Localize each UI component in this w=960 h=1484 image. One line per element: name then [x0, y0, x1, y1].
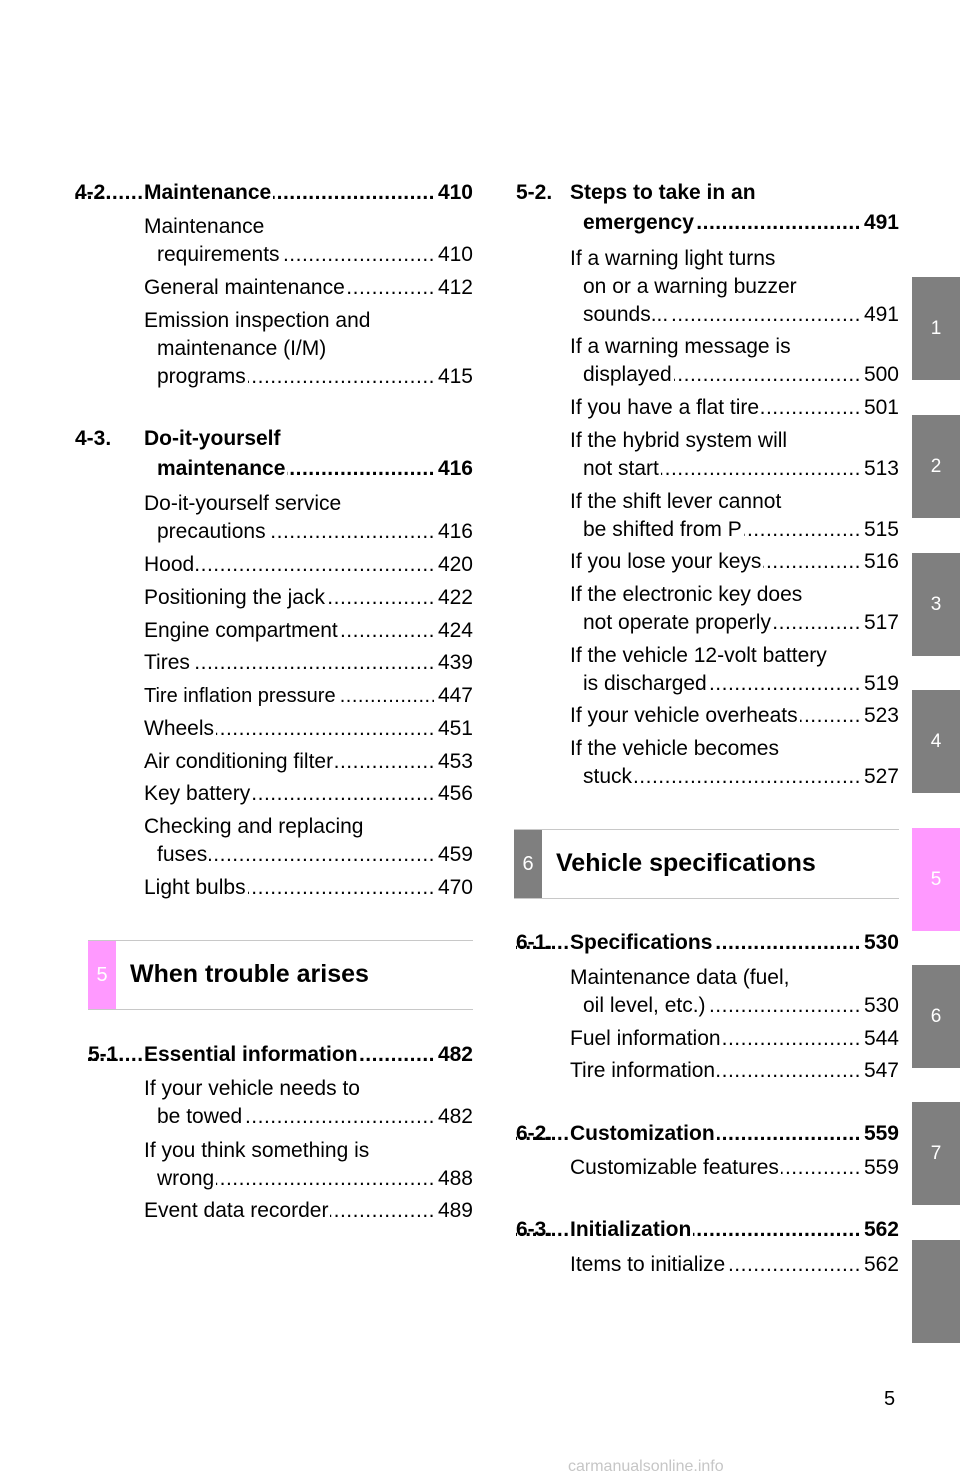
section-title: When trouble arises	[130, 960, 369, 988]
watermark: carmanualsonline.info	[568, 1458, 724, 1475]
toc-entry[interactable]: ..... If you have a flat tire 501	[570, 391, 899, 425]
chapter-tab-1[interactable]: 1	[912, 277, 960, 380]
toc-entry[interactable]: ..... requirements 410	[157, 238, 473, 272]
toc-entry[interactable]: ..... Positioning the jack 422	[144, 581, 473, 615]
toc-entry-line[interactable]: If the hybrid system will	[570, 429, 788, 452]
toc-entry[interactable]: ..... precautions 416	[157, 515, 473, 549]
toc-section-heading[interactable]: ..... maintenance 416	[157, 452, 473, 486]
toc-entry[interactable]: ..... Key battery 456	[144, 777, 473, 811]
toc-entry[interactable]: ..... Tires 439	[144, 646, 473, 680]
toc-entry[interactable]: ..... Hood 420	[144, 548, 473, 582]
chapter-tab-2[interactable]: 2	[912, 415, 960, 518]
toc-entry[interactable]: ..... Items to initialize 562	[570, 1248, 899, 1282]
toc-entry-line[interactable]: Emission inspection and	[144, 309, 371, 332]
toc-entry[interactable]: ..... Light bulbs 470	[144, 871, 473, 905]
toc-entry-line[interactable]: If a warning message is	[570, 335, 791, 358]
toc-entry-line[interactable]: Maintenance data (fuel,	[570, 966, 790, 989]
toc-entry-line[interactable]: If the vehicle 12-volt battery	[570, 644, 827, 667]
section-number-marker: 6	[514, 830, 542, 898]
toc-entry-line[interactable]: on or a warning buzzer	[583, 275, 797, 298]
toc-entry[interactable]: ..... is discharged 519	[583, 667, 899, 701]
toc-entry[interactable]: ..... be towed 482	[157, 1100, 473, 1134]
chapter-tab-8[interactable]	[912, 1240, 960, 1343]
chapter-tab-5-active[interactable]: 5	[912, 828, 960, 931]
toc-section-heading[interactable]: ..... 5-1. Essential information 482	[88, 1038, 473, 1072]
toc-entry-line[interactable]: If the vehicle becomes	[570, 737, 779, 760]
chapter-tab-3[interactable]: 3	[912, 553, 960, 656]
toc-entry[interactable]: ..... General maintenance 412	[144, 271, 473, 305]
toc-entry[interactable]: ..... If your vehicle overheats 523	[570, 699, 899, 733]
toc-entry[interactable]: ..... fuses 459	[157, 838, 473, 872]
toc-section-heading[interactable]: ..... 6-3. Initialization 562	[516, 1213, 899, 1247]
chapter-tab-4[interactable]: 4	[912, 690, 960, 793]
toc-entry-line[interactable]: Checking and replacing	[144, 815, 364, 838]
toc-section-heading[interactable]: ..... 6-1. Specifications 530	[516, 926, 899, 960]
toc-entry-line[interactable]: If you think something is	[144, 1139, 370, 1162]
toc-entry[interactable]: ..... wrong 488	[157, 1162, 473, 1196]
toc-entry[interactable]: ..... Wheels 451	[144, 712, 473, 746]
section-number-marker: 5	[88, 941, 116, 1009]
toc-section-heading[interactable]: ..... 6-2. Customization 559	[516, 1117, 899, 1151]
page-number: 5	[884, 1388, 896, 1410]
toc-entry[interactable]: ..... Customizable features 559	[570, 1151, 899, 1185]
toc-entry-line[interactable]: If your vehicle needs to	[144, 1077, 360, 1100]
toc-entry-line[interactable]: If the electronic key does	[570, 583, 803, 606]
toc-entry[interactable]: ..... displayed 500	[583, 358, 899, 392]
toc-entry[interactable]: ..... not operate properly 517	[583, 606, 899, 640]
section-header-5[interactable]	[88, 940, 473, 1010]
toc-entry[interactable]: ..... Tire information 547	[570, 1054, 899, 1088]
toc-entry[interactable]: ..... Event data recorder 489	[144, 1194, 473, 1228]
toc-entry[interactable]: ..... not start 513	[583, 452, 899, 486]
toc-entry[interactable]: ..... Tire inflation pressure 447	[144, 679, 473, 713]
toc-entry[interactable]: ..... If you lose your keys 516	[570, 545, 899, 579]
toc-entry[interactable]: ..... Air conditioning filter 453	[144, 745, 473, 779]
section-header-6[interactable]	[514, 829, 899, 899]
section-title: Vehicle specifications	[556, 849, 816, 877]
toc-entry-line[interactable]: If the shift lever cannot	[570, 490, 782, 513]
toc-entry[interactable]: ..... stuck 527	[583, 760, 899, 794]
toc-entry[interactable]: ..... sounds... 491	[583, 298, 899, 332]
toc-entry-line[interactable]: Do-it-yourself service	[144, 492, 342, 515]
toc-entry[interactable]: ..... be shifted from P 515	[583, 513, 899, 547]
toc-section-heading-line[interactable]: 5-2. Steps to take in an	[516, 181, 756, 204]
chapter-tab-6[interactable]: 6	[912, 965, 960, 1068]
toc-entry-line[interactable]: Maintenance	[144, 215, 265, 238]
toc-entry[interactable]: ..... Engine compartment 424	[144, 614, 473, 648]
toc-entry[interactable]: ..... oil level, etc.) 530	[583, 989, 899, 1023]
toc-section-heading[interactable]: ..... 4-2. Maintenance 410	[75, 176, 473, 210]
toc-entry[interactable]: ..... Fuel information 544	[570, 1022, 899, 1056]
toc-entry[interactable]: ..... programs 415	[157, 360, 473, 394]
toc-entry-line[interactable]: maintenance (I/M)	[157, 337, 327, 360]
toc-entry-line[interactable]: If a warning light turns	[570, 247, 776, 270]
toc-section-heading[interactable]: ..... emergency 491	[583, 206, 899, 240]
chapter-tab-7[interactable]: 7	[912, 1102, 960, 1205]
toc-section-heading-line[interactable]: 4-3. Do-it-yourself	[75, 427, 281, 450]
